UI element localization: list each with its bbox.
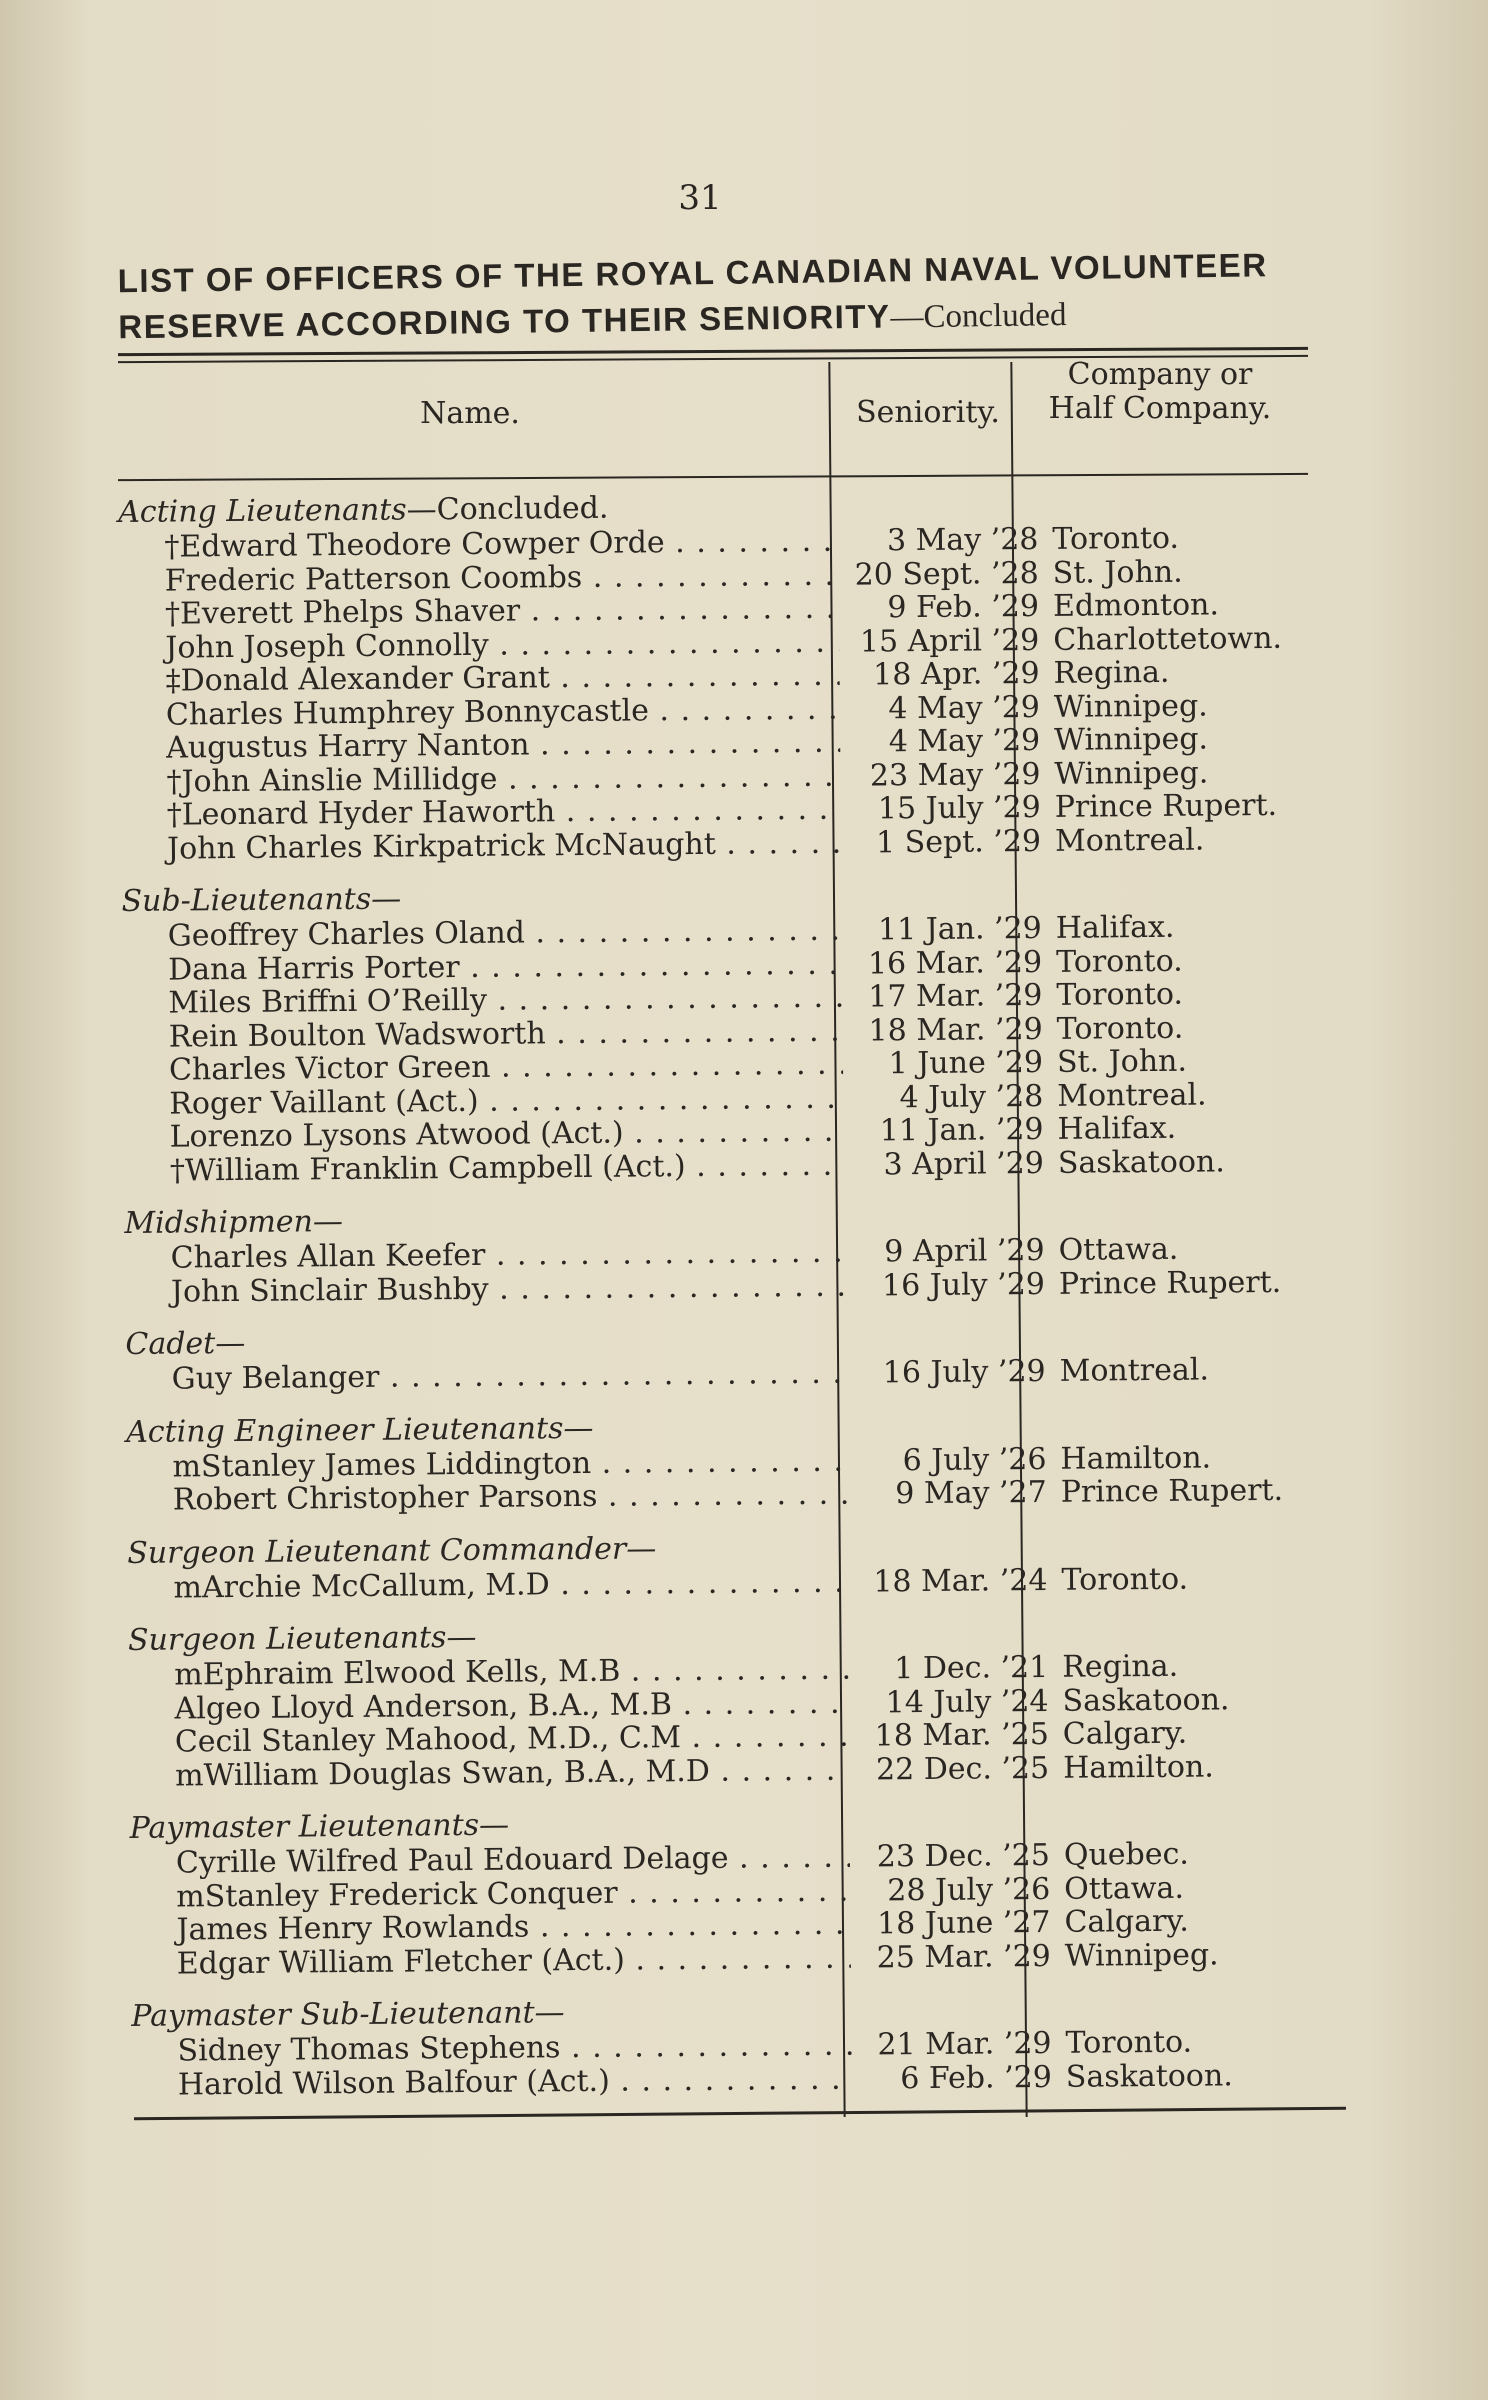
officer-name: Cyrille Wilfred Paul Edouard Delage . . . [130, 1841, 850, 1881]
header-company: Company or Half Company. [1048, 357, 1272, 426]
company-name: Winnipeg. [1053, 687, 1208, 725]
seniority-date: 3 May ’28 [886, 521, 1039, 559]
seniority-date: 16 July ’29 [882, 1353, 1046, 1391]
company-name: Montreal. [1054, 822, 1205, 859]
seniority-date: 16 July ’29 [881, 1266, 1046, 1303]
company-name: Toronto. [1052, 520, 1180, 557]
officer-table [118, 484, 1362, 2120]
seniority-date: 18 June ’27 [876, 1904, 1051, 1942]
officer-name: James Henry Rowlands . . . [130, 1908, 850, 1948]
seniority-date: 9 May ’27 [895, 1474, 1047, 1512]
seniority-date: 18 Mar. ’29 [868, 1011, 1043, 1048]
company-name: Winnipeg. [1064, 1936, 1219, 1974]
officer-name: Roger Vaillant (Act.) . . . [123, 1081, 843, 1121]
seniority-date: 18 Apr. ’29 [873, 655, 1040, 693]
seniority-date: 9 April ’29 [884, 1232, 1045, 1270]
page-title [117, 242, 1308, 352]
seniority-date: 6 Feb. ’29 [900, 2059, 1052, 2096]
seniority-date: 1 Sept. ’29 [875, 823, 1042, 860]
seniority-date: 21 Mar. ’29 [877, 2025, 1052, 2063]
officer-name: Edgar William Fletcher (Act.) . . . [131, 1941, 851, 1981]
company-name: Ottawa. [1064, 1870, 1185, 1907]
section [121, 873, 1354, 1188]
company-name: Hamilton. [1062, 1748, 1214, 1786]
company-name: Saskatoon. [1062, 1681, 1230, 1719]
officer-name: Geoffrey Charles Oland . . . [122, 914, 842, 954]
seniority-date: 28 July ’26 [887, 1871, 1051, 1908]
company-name: Prince Rupert. [1058, 1264, 1282, 1302]
title-main: LIST OF OFFICERS OF THE ROYAL CANADIAN NAVAL VOLUNTEER RESERVE ACCORDING TO THEIR SENIORITY [117, 246, 1268, 346]
section [125, 1316, 1356, 1396]
officer-name: Lorenzo Lysons Atwood (Act.) . . . [123, 1115, 843, 1155]
officer-name: Harold Wilson Balfour (Act.) . . . [132, 2062, 852, 2102]
section-title-text: Paymaster Sub-Lieutenant— [131, 1995, 565, 2034]
company-name: Halifax. [1055, 909, 1175, 946]
officer-name: Charles Humphrey Bonnycastle . . . [120, 692, 840, 732]
seniority-date: 3 April ’29 [883, 1145, 1045, 1182]
company-name: Toronto. [1056, 1010, 1184, 1047]
officer-name: Frederic Patterson Coombs . . . [119, 558, 839, 598]
officer-name: †Edward Theodore Cowper Orde . . . [118, 525, 838, 565]
seniority-date: 15 April ’29 [859, 622, 1040, 660]
officer-name: Charles Allan Keefer . . . [125, 1236, 845, 1276]
seniority-date: 22 Dec. ’25 [875, 1750, 1050, 1787]
officer-name: Rein Boulton Wadsworth . . . [123, 1014, 843, 1054]
seniority-date: 16 Mar. ’29 [867, 944, 1043, 981]
officer-name: John Sinclair Bushby . . . [125, 1269, 845, 1309]
company-name: Montreal. [1059, 1352, 1210, 1389]
company-name: St. John. [1056, 1043, 1188, 1080]
section-title-text: Acting Engineer Lieutenants— [126, 1410, 594, 1450]
seniority-date: 15 July ’29 [877, 789, 1041, 827]
section-title-text: Surgeon Lieutenants— [127, 1619, 477, 1658]
company-name: Winnipeg. [1054, 754, 1209, 792]
officer-name: John Charles Kirkpatrick McNaught . . . [121, 826, 841, 866]
seniority-date: 25 Mar. ’29 [876, 1938, 1051, 1975]
section-title-text: Acting Lieutenants [118, 492, 407, 530]
company-name: Regina. [1062, 1648, 1179, 1685]
section-title-text: Surgeon Lieutenant Commander— [127, 1530, 657, 1571]
seniority-date: 1 June ’29 [888, 1044, 1044, 1082]
seniority-date: 9 Feb. ’29 [887, 588, 1040, 626]
officer-name: †William Franklin Campbell (Act.) . . . [124, 1148, 844, 1188]
section [126, 1404, 1357, 1518]
company-name: St. John. [1052, 554, 1183, 591]
seniority-date: 17 Mar. ’29 [868, 977, 1043, 1015]
officer-name: Charles Victor Green . . . [123, 1048, 843, 1088]
section-title-text: Midshipmen— [124, 1204, 344, 1241]
company-name: Toronto. [1061, 1561, 1189, 1598]
officer-name: ‡Donald Alexander Grant . . . [119, 659, 839, 699]
company-name: Winnipeg. [1054, 721, 1209, 758]
company-name: Ottawa. [1058, 1231, 1179, 1268]
seniority-date: 23 May ’29 [869, 756, 1041, 793]
header-seniority: Seniority. [856, 395, 1000, 430]
company-name: Saskatoon. [1065, 2057, 1233, 2095]
company-name: Edmonton. [1052, 587, 1220, 624]
section-title-text: Cadet— [125, 1325, 246, 1362]
section [131, 1988, 1362, 2102]
company-name: Toronto. [1065, 2024, 1193, 2061]
officer-name: Miles Briffni O’Reilly . . . [122, 981, 842, 1021]
officer-name: Dana Harris Porter . . . [122, 947, 842, 987]
officer-name: Sidney Thomas Stephens . . . [131, 2029, 851, 2069]
seniority-date: 4 July ’28 [899, 1078, 1044, 1115]
company-name: Prince Rupert. [1060, 1472, 1284, 1510]
section-title-text: Paymaster Lieutenants— [129, 1807, 510, 1846]
header-name: Name. [420, 396, 520, 431]
section [129, 1800, 1360, 1981]
seniority-date: 20 Sept. ’28 [854, 555, 1039, 593]
company-name: Quebec. [1063, 1836, 1190, 1873]
seniority-date: 6 July ’26 [902, 1441, 1047, 1478]
officer-name: mWilliam Douglas Swan, B.A., M.D . . . [129, 1753, 849, 1793]
company-name: Prince Rupert. [1054, 787, 1278, 825]
officer-name: Cecil Stanley Mahood, M.D., C.M . . . [129, 1720, 849, 1760]
officer-name: †Leonard Hyder Haworth . . . [121, 793, 841, 833]
company-name: Charlottetown. [1053, 620, 1283, 658]
company-name: Montreal. [1057, 1077, 1207, 1114]
company-name: Toronto. [1055, 943, 1183, 980]
section [118, 484, 1351, 866]
header-bottom-rule [118, 473, 1308, 481]
seniority-date: 18 Mar. ’24 [873, 1562, 1048, 1599]
company-name: Halifax. [1057, 1110, 1177, 1147]
officer-name: mStanley James Liddington . . . [126, 1444, 846, 1484]
seniority-date: 14 July ’24 [885, 1683, 1049, 1720]
officer-name: mStanley Frederick Conquer . . . [130, 1874, 850, 1914]
officer-name: Algeo Lloyd Anderson, B.A., M.B . . . [128, 1686, 848, 1726]
section-title-suffix: —Concluded. [406, 490, 609, 528]
section [127, 1525, 1358, 1605]
company-name: Saskatoon. [1057, 1143, 1225, 1181]
company-name: Toronto. [1056, 976, 1184, 1013]
officer-name: Augustus Harry Nanton . . . [120, 726, 840, 766]
seniority-date: 4 May ’29 [888, 689, 1041, 726]
section [128, 1612, 1359, 1793]
officer-name: Guy Belanger . . . [126, 1357, 846, 1397]
officer-name: †John Ainslie Millidge . . . [120, 759, 840, 799]
seniority-date: 18 Mar. ’25 [874, 1716, 1050, 1754]
section [124, 1195, 1355, 1309]
section-title-text: Sub-Lieutenants— [121, 881, 402, 919]
company-name: Hamilton. [1060, 1439, 1212, 1477]
company-name: Calgary. [1064, 1903, 1190, 1940]
company-name: Calgary. [1062, 1715, 1188, 1752]
officer-name: mEphraim Elwood Kells, M.B . . . [128, 1653, 848, 1693]
page-number: 31 [678, 178, 722, 218]
officer-name: mArchie McCallum, M.D . . . [127, 1565, 847, 1605]
seniority-date: 11 Jan. ’29 [877, 910, 1042, 948]
officer-name: Robert Christopher Parsons . . . [127, 1478, 847, 1518]
company-name: Regina. [1053, 654, 1170, 691]
seniority-date: 23 Dec. ’25 [876, 1837, 1051, 1875]
title-suffix: —Concluded [890, 297, 1067, 336]
seniority-date: 1 Dec. ’21 [894, 1649, 1049, 1687]
seniority-date: 4 May ’29 [888, 722, 1041, 760]
seniority-date: 11 Jan. ’29 [879, 1111, 1044, 1149]
officer-name: †Everett Phelps Shaver . . . [119, 592, 839, 632]
officer-name: John Joseph Connolly . . . [119, 625, 839, 665]
